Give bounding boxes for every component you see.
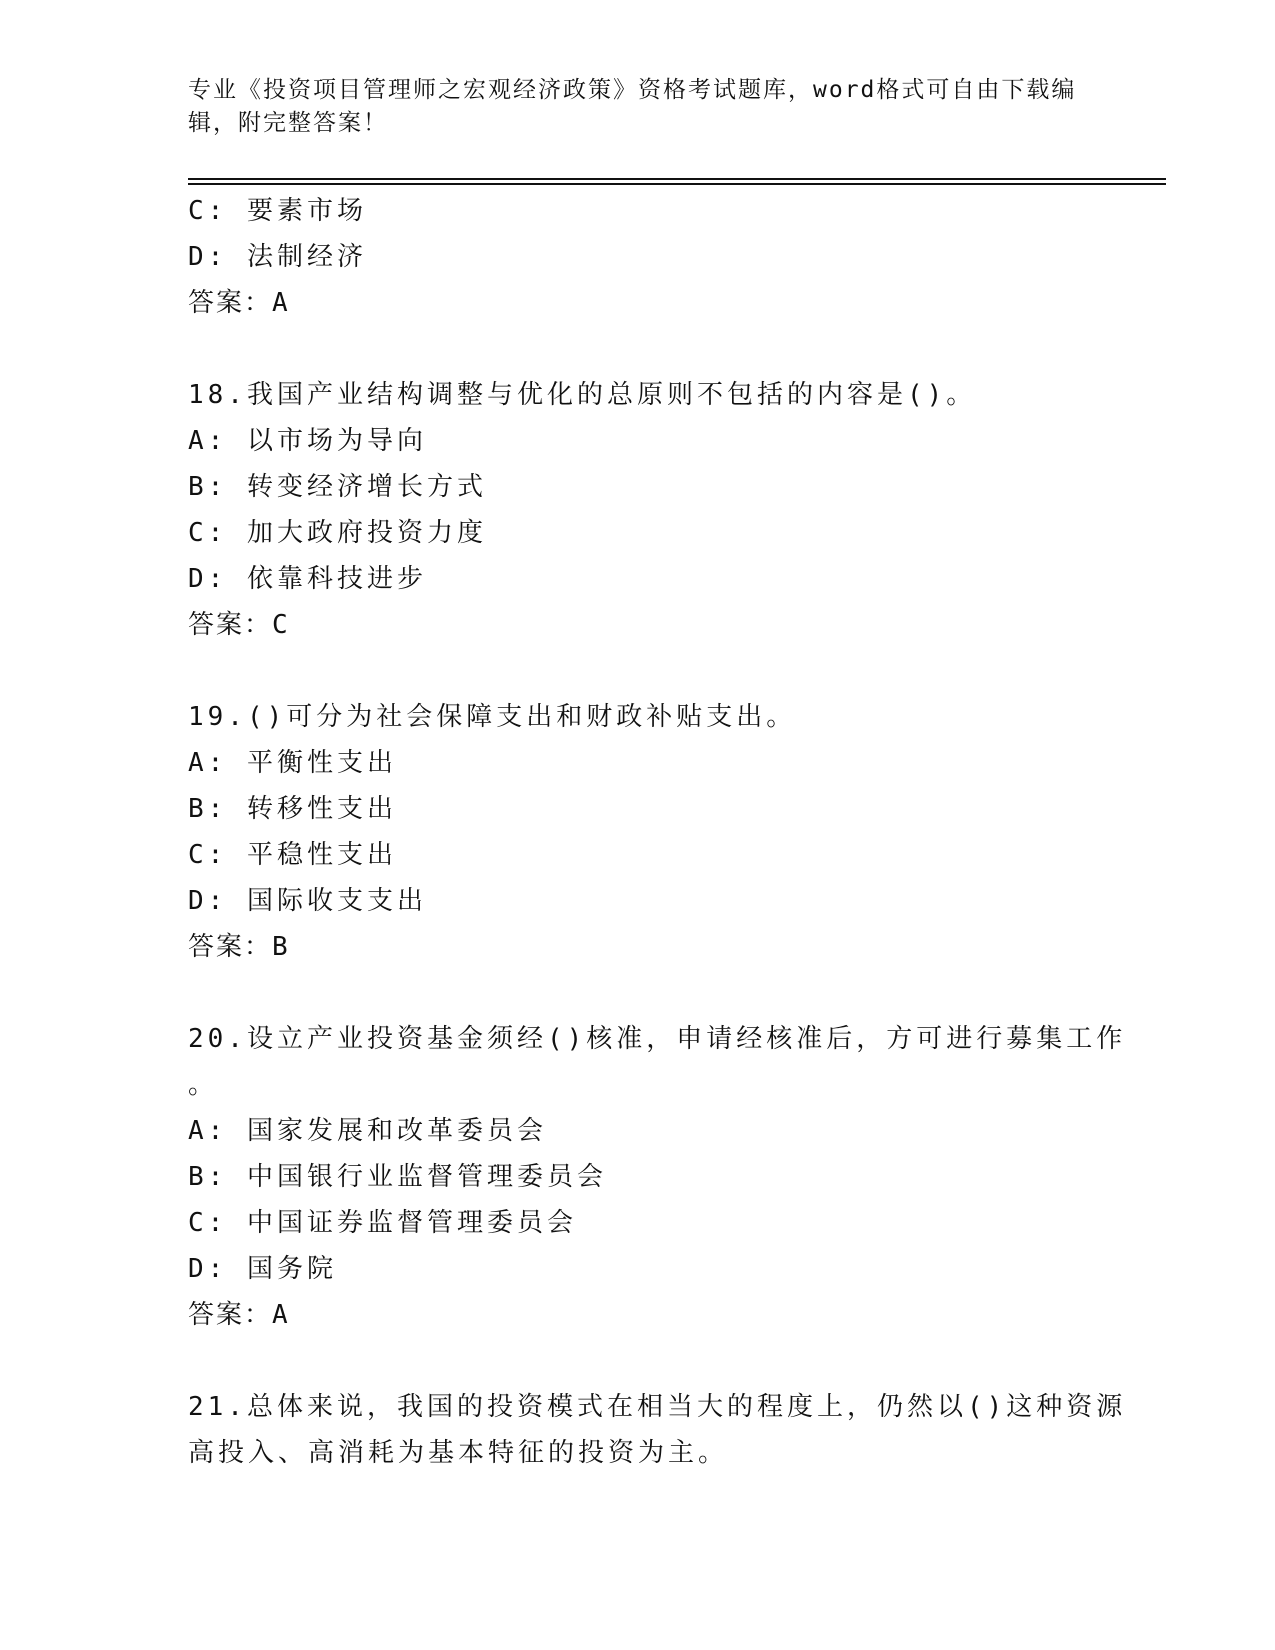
answer-line: 答案：C <box>188 610 290 640</box>
question-stem-line-2: 。 <box>188 1070 219 1100</box>
option-b: B: 转移性支出 <box>188 794 397 824</box>
question-17-continued <box>188 188 1088 326</box>
question-list <box>188 188 1127 1476</box>
option-a: A: 国家发展和改革委员会 <box>188 1116 547 1146</box>
option-d: D: 国际收支支出 <box>188 886 427 916</box>
question-stem: 19.()可分为社会保障支出和财政补贴支出。 <box>188 702 797 732</box>
question-stem-line-1: 21.总体来说，我国的投资模式在相当大的程度上，仍然以()这种资源 <box>188 1392 1127 1422</box>
question-19 <box>188 694 1088 970</box>
option-a: A: 平衡性支出 <box>188 748 397 778</box>
header-divider-bottom <box>188 183 1166 185</box>
option-c: C: 平稳性支出 <box>188 840 397 870</box>
document-header: 专业《投资项目管理师之宏观经济政策》资格考试题库，word格式可自由下载编辑，附完整答案！ <box>188 77 1077 136</box>
spacer <box>188 970 1088 1016</box>
option-a: A: 以市场为导向 <box>188 426 427 456</box>
question-stem-line-2: 高投入、高消耗为基本特征的投资为主。 <box>188 1438 729 1468</box>
answer-line: 答案：B <box>188 932 290 962</box>
spacer <box>188 1338 1088 1384</box>
question-18 <box>188 372 1088 648</box>
question-21 <box>188 1384 1127 1476</box>
question-20 <box>188 1016 1127 1338</box>
spacer <box>188 648 1088 694</box>
option-c: C: 中国证券监督管理委员会 <box>188 1208 577 1238</box>
spacer <box>188 326 1088 372</box>
option-c: C: 加大政府投资力度 <box>188 518 487 548</box>
option-d: D: 国务院 <box>188 1254 337 1284</box>
option-c: C: 要素市场 <box>188 196 367 226</box>
option-b: B: 中国银行业监督管理委员会 <box>188 1162 607 1192</box>
question-stem-line-1: 20.设立产业投资基金须经()核准，申请经核准后，方可进行募集工作 <box>188 1024 1127 1054</box>
header-divider-top <box>188 178 1166 180</box>
option-d: D: 依靠科技进步 <box>188 564 427 594</box>
option-d: D: 法制经济 <box>188 242 367 272</box>
answer-line: 答案：A <box>188 288 290 318</box>
question-stem: 18.我国产业结构调整与优化的总原则不包括的内容是()。 <box>188 380 977 410</box>
answer-line: 答案：A <box>188 1300 290 1330</box>
option-b: B: 转变经济增长方式 <box>188 472 487 502</box>
